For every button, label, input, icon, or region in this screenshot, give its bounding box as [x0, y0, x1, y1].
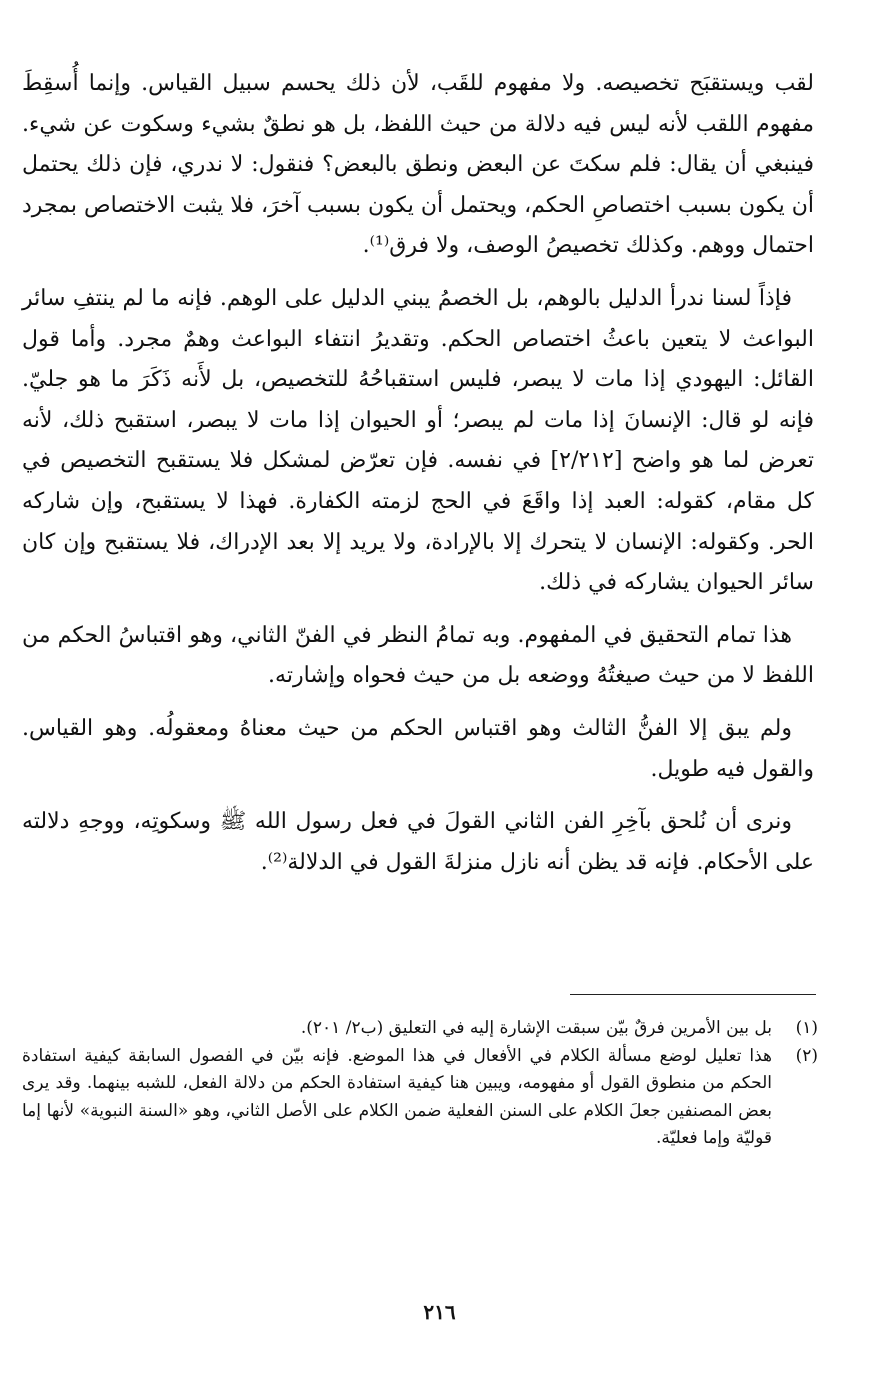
- footnote-number: (١): [795, 1018, 818, 1038]
- paragraph-2: فإذاً لسنا ندرأ الدليل بالوهم، بل الخصمُ يبني الدليل على الوهم. فإنه ما لم ينتفِ سائر البواعث لا يتعين باعثُ اختصاص الحكم. وتقديرُ انتفاء البواعث وهمٌ مجرد. وأما قول القائل: اليهودي إذا مات لا يبصر، فليس استقباحُهُ للتخصيص، بل لأَنه ذَكَرَ ما هو جليّ. فإنه لو قال: الإنسانَ إذا مات لم يبصر؛ أو الحيوان إذا مات لا يبصر، استقبح ذلك، لأنه تعرض لما هو واضح [٢/٢١٢] في نفسه. فإن تعرّض لمشكل فلا يستقبح التخصيص في كل مقام، كقوله: العبد إذا واقَعَ في الحج لزمته الكفارة. فهذا لا يستقبح، وإن شاركه الحر. وكقوله: الإنسان لا يتحرك إلا بالإرادة، ولا يريد إلا بعد الإدراك، فلا يستقبح وإن كان سائر الحيوان يشاركه في ذلك.: [22, 285, 814, 596]
- footnote-number: (٢): [795, 1045, 818, 1066]
- footnote-divider: [570, 994, 816, 995]
- footnotes: [22, 1015, 818, 1153]
- footnote-text: بل بين الأمرين فرقٌ بيّن سبقت الإشارة إليه في التعليق (ب٢/ ٢٠١).: [300, 1018, 772, 1038]
- footnote-2: [22, 1043, 818, 1153]
- paragraph-5: ونرى أن نُلحق بآخِرِ الفن الثاني القولَ في فعل رسول الله ﷺ وسكوتِه، ووجهِ دلالته على الأحكام. فإنه قد يظن أنه نازل منزلةَ القول في الدلالة⁽²⁾.: [22, 809, 814, 875]
- footnote-text: هذا تعليل لوضع مسألة الكلام في الأفعال في هذا الموضع. فإنه بيّن في الفصول السابقة كيفية استفادة الحكم من منطوق القول أو مفهومه، ويبين هنا كيفية استفادة الحكم من دلالة الفعل، للشبه بينهما. وقد يرى بعض المصنفين جعلَ الكلام على السنن الفعلية ضمن الكلام على الأصل الثاني، وهو «السنة النبوية» لأنها إما قوليّة وإما فعليّة.: [22, 1045, 772, 1149]
- footnote-1: [22, 1015, 818, 1043]
- page-number: ٢١٦: [423, 1300, 456, 1324]
- main-text: [22, 64, 814, 895]
- paragraph-3: هذا تمام التحقيق في المفهوم. وبه تمامُ النظر في الفنّ الثاني، وهو اقتباسُ الحكم من اللفظ لا من حيث صيغتُهُ ووضعه بل من حيث فحواه وإشارته.: [22, 622, 814, 689]
- paragraph-4: ولم يبق إلا الفنُّ الثالث وهو اقتباس الحكم من حيث معناهُ ومعقولُه. وهو القياس. والقول فيه طويل.: [22, 715, 814, 782]
- paragraph-1: لقب ويستقبَح تخصيصه. ولا مفهوم للقَب، لأن ذلك يحسم سبيل القياس. وإنما أُسقِطَ مفهوم اللقب لأنه ليس فيه دلالة من حيث اللفظ، بل هو نطقٌ بشيء وسكوت عن شيء. فينبغي أن يقال: فلم سكتَ عن البعض ونطق بالبعض؟ فنقول: لا ندري، فإن ذلك يحتمل أن يكون بسبب اختصاصِ الحكم، ويحتمل أن يكون بسبب آخرَ، فلا يثبت الاختصاص بمجرد احتمال ووهم. وكذلك تخصيصُ الوصف، ولا فرق⁽¹⁾.: [22, 71, 814, 259]
